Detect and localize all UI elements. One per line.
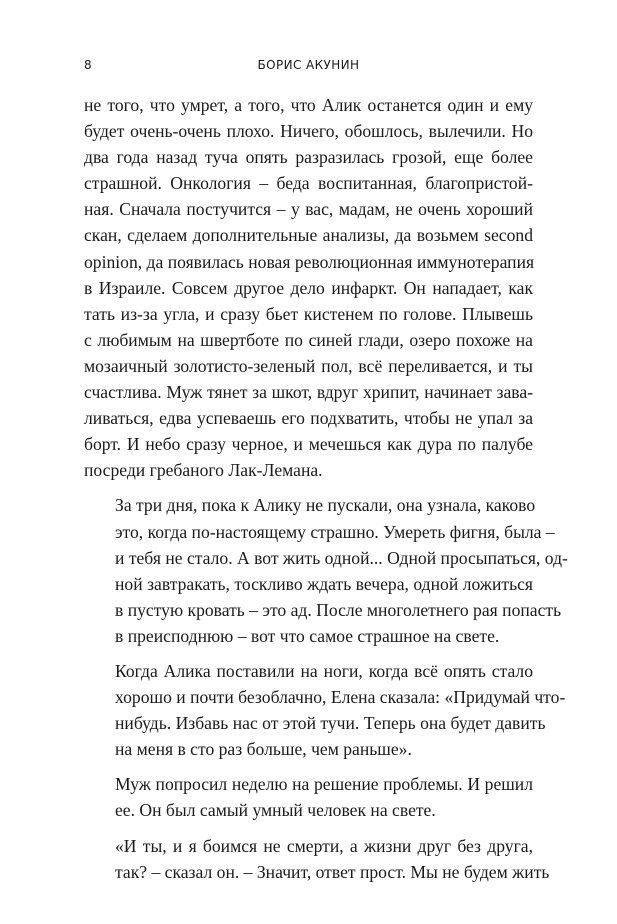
text-line: opinion, да появилась новая революционная иммунотерапия xyxy=(84,251,535,272)
text-line: ной завтракать, тоскливо ждать вечера, одной ложиться xyxy=(115,573,533,594)
text-line: ее. Он был самый умный человек на свете. xyxy=(115,800,436,821)
text-line: ливаться, едва успеваешь его подхватить, чтобы не упал за xyxy=(84,408,533,429)
text-line: мозаичный золотисто-зеленый пол, всё переливается, и ты xyxy=(84,355,533,376)
text-line: борт. И небо сразу черное, и мечешься как дура по палубе xyxy=(84,434,533,455)
paragraph xyxy=(84,658,566,762)
paragraph xyxy=(84,92,533,483)
text-line: два года назад туча опять разразилась грозой, еще более xyxy=(84,147,533,168)
text-line: посреди гребаного Лак-Лемана. xyxy=(84,460,323,481)
text-line: Муж попросил неделю на решение проблемы. И решил xyxy=(115,774,533,795)
body-text xyxy=(84,92,568,894)
paragraph xyxy=(84,771,533,823)
paragraph xyxy=(84,833,550,885)
text-line: это, когда по-настоящему страшно. Умереть фигня, была – xyxy=(115,521,555,542)
text-line: не того, что умрет, а того, что Алик останется один и ему xyxy=(84,95,533,115)
text-line: так? – сказал он. – Значит, ответ прост. Мы не будем жить xyxy=(115,861,550,882)
text-line: будет очень-очень плохо. Ничего, обошлось, вылечили. Но xyxy=(84,121,533,142)
text-line: скан, сделаем дополнительные анализы, да возьмем second xyxy=(84,225,533,246)
text-line: с любимым на швертботе по синей глади, озеро похоже на xyxy=(84,329,533,350)
text-line: Когда Алика поставили на ноги, когда всё опять стало xyxy=(115,660,533,681)
page-header xyxy=(84,58,533,78)
running-title: БОРИС АКУНИН xyxy=(257,58,360,72)
text-line: и тебя не стало. А вот жить одной... Одной просыпаться, од- xyxy=(115,547,568,568)
text-line: За три дня, пока к Алику не пускали, она узнала, каково xyxy=(115,495,536,516)
page-number: 8 xyxy=(84,58,93,72)
text-line: нибудь. Избавь нас от этой тучи. Теперь она будет давить xyxy=(115,713,546,734)
text-line: в пустую кровать – это ад. После многолетнего рая попасть xyxy=(115,599,562,620)
text-line: ная. Сначала постучится – у вас, мадам, не очень хороший xyxy=(84,199,533,220)
text-line: страшной. Онкология – беда воспитанная, благопристой- xyxy=(84,173,533,194)
text-line: в преисподнюю – вот что самое страшное на свете. xyxy=(115,625,500,646)
text-line: в Израиле. Совсем другое дело инфаркт. Он нападает, как xyxy=(84,277,533,298)
text-line: на меня в сто раз больше, чем раньше». xyxy=(115,739,412,760)
text-line: тать из-за угла, и сразу бьет кистенем по голове. Плывешь xyxy=(84,303,533,324)
text-line: хорошо и почти безоблачно, Елена сказала: «Придумай что- xyxy=(115,687,566,708)
text-line: «И ты, и я боимся не смерти, а жизни друг без друга, xyxy=(115,835,533,856)
text-line: счастлива. Муж тянет за шкот, вдруг хрипит, начинает зава- xyxy=(84,382,533,403)
paragraph xyxy=(84,492,568,649)
